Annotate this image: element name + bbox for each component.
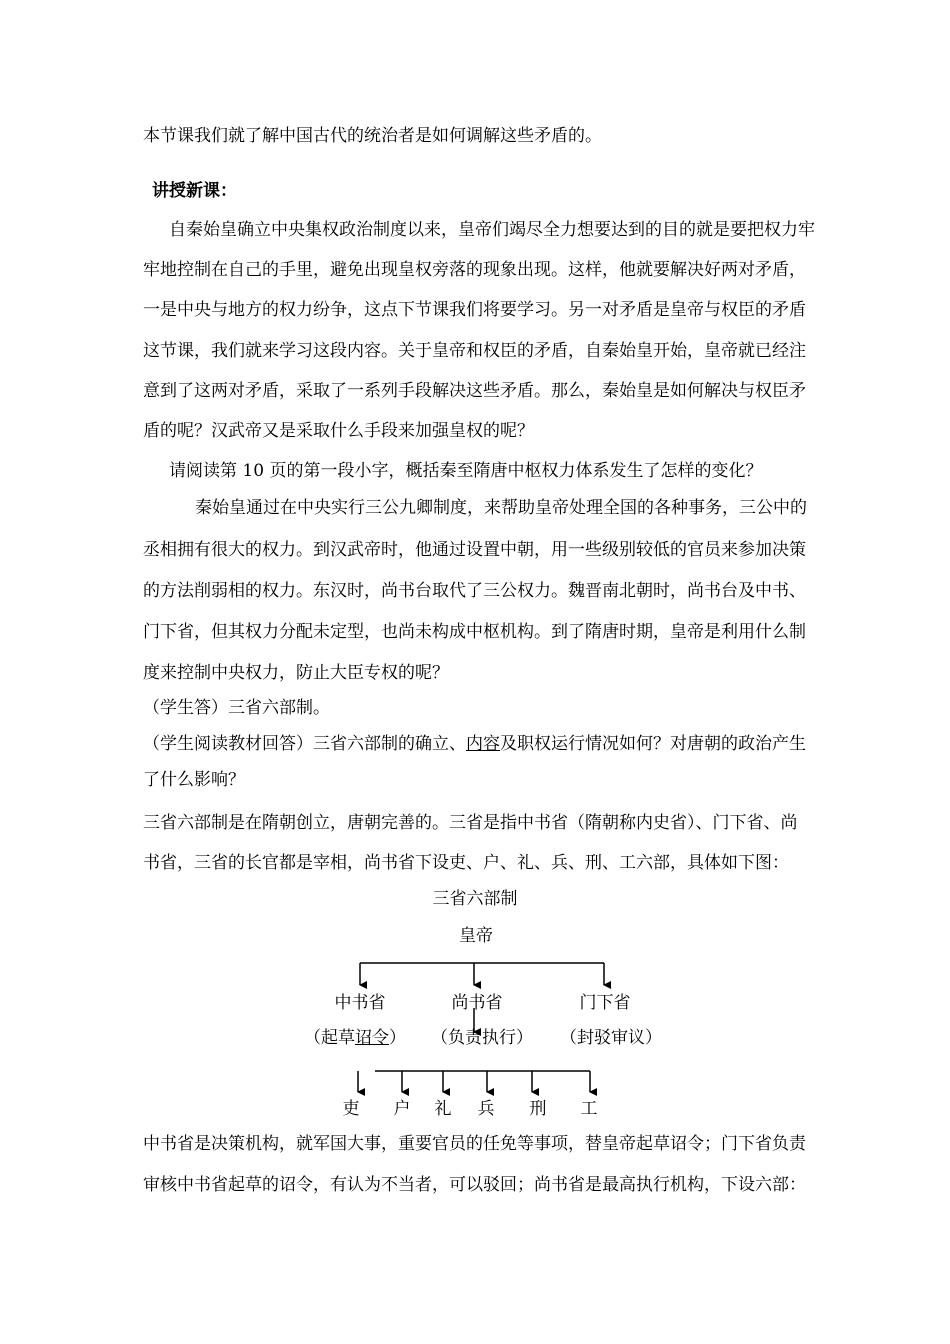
province-shangshu-role: （负责执行）	[431, 1028, 533, 1048]
question-2-line2: 了什么影响？	[143, 770, 245, 790]
diagram-title: 三省六部制	[432, 889, 518, 909]
ministry-xing: 刑	[529, 1099, 547, 1119]
ministry-li-rites: 礼	[434, 1099, 452, 1119]
role-after: ）	[389, 1028, 406, 1048]
province-menxia-role: （封驳审议）	[560, 1028, 662, 1048]
intro-line: 本节课我们就了解中国古代的统治者是如何调解这些矛盾的。	[143, 126, 602, 146]
ministry-li-personnel: 吏	[342, 1099, 360, 1119]
province-shangshu: 尚书省	[451, 993, 503, 1013]
student-answer: （学生答）三省六部制。	[143, 698, 330, 718]
role-underlined: 诏令	[355, 1028, 389, 1048]
para1-line: 一是中央与地方的权力纷争，这点下节课我们将要学习。另一对矛盾是皇帝与权臣的矛盾	[143, 300, 806, 320]
para1-line: 这节课，我们就来学习这段内容。关于皇帝和权臣的矛盾，自秦始皇开始，皇帝就已经注	[143, 341, 806, 361]
role-before: （起草	[304, 1028, 355, 1048]
para2-line: 门下省，但其权力分配未定型，也尚未构成中枢机构。到了隋唐时期，皇帝是利用什么制	[143, 622, 806, 642]
province-zhongshu: 中书省	[334, 993, 386, 1013]
para2-line: 丞相拥有很大的权力。到汉武帝时，他通过设置中朝，用一些级别较低的官员来参加决策	[143, 540, 806, 560]
para2-line: 秦始皇通过在中央实行三公九卿制度，来帮助皇帝处理全国的各种事务，三公中的	[195, 498, 807, 518]
para1-line: 自秦始皇确立中央集权政治制度以来，皇帝们竭尽全力想要达到的目的就是要把权力牢	[169, 220, 815, 240]
question-2-after: 及职权运行情况如何？对唐朝的政治产生	[500, 734, 806, 754]
ministry-hu: 户	[393, 1099, 411, 1119]
question-1: 请阅读第 10 页的第一段小字，概括秦至隋唐中枢权力体系发生了怎样的变化？	[169, 461, 763, 481]
para1-line: 盾的呢？汉武帝又是采取什么手段来加强皇权的呢？	[143, 421, 534, 441]
ministry-gong: 工	[580, 1099, 598, 1119]
ministry-bing: 兵	[477, 1099, 495, 1119]
para1-line: 意到了这两对矛盾，采取了一系列手段解决这些矛盾。那么，秦始皇是如何解决与权臣矛	[143, 381, 806, 401]
province-menxia: 门下省	[579, 993, 631, 1013]
question-2-before: （学生阅读教材回答）三省六部制的确立、	[143, 734, 466, 754]
province-zhongshu-role	[304, 1027, 406, 1049]
para4-line: 中书省是决策机构，就军国大事，重要官员的任免等事项，替皇帝起草诏令；门下省负责	[143, 1134, 806, 1154]
diagram-emperor: 皇帝	[459, 926, 493, 946]
section-heading: 讲授新课：	[152, 181, 237, 201]
para2-line: 的方法削弱相的权力。东汉时，尚书台取代了三公权力。魏晋南北朝时，尚书台及中书、	[143, 581, 806, 601]
para4-line: 审核中书省起草的诏令，有认为不当者，可以驳回；尚书省是最高执行机构，下设六部：	[143, 1175, 806, 1195]
para2-line: 度来控制中央权力，防止大臣专权的呢？	[143, 663, 449, 683]
para1-line: 牢地控制在自己的手里，避免出现皇权旁落的现象出现。这样，他就要解决好两对矛盾，	[143, 260, 806, 280]
question-2-underlined: 内容	[466, 734, 500, 754]
para3-line: 三省六部制是在隋朝创立，唐朝完善的。三省是指中书省（隋朝称内史省）、门下省、尚	[143, 813, 798, 833]
para3-line: 书省，三省的长官都是宰相，尚书省下设吏、户、礼、兵、刑、工六部，具体如下图：	[143, 853, 789, 873]
